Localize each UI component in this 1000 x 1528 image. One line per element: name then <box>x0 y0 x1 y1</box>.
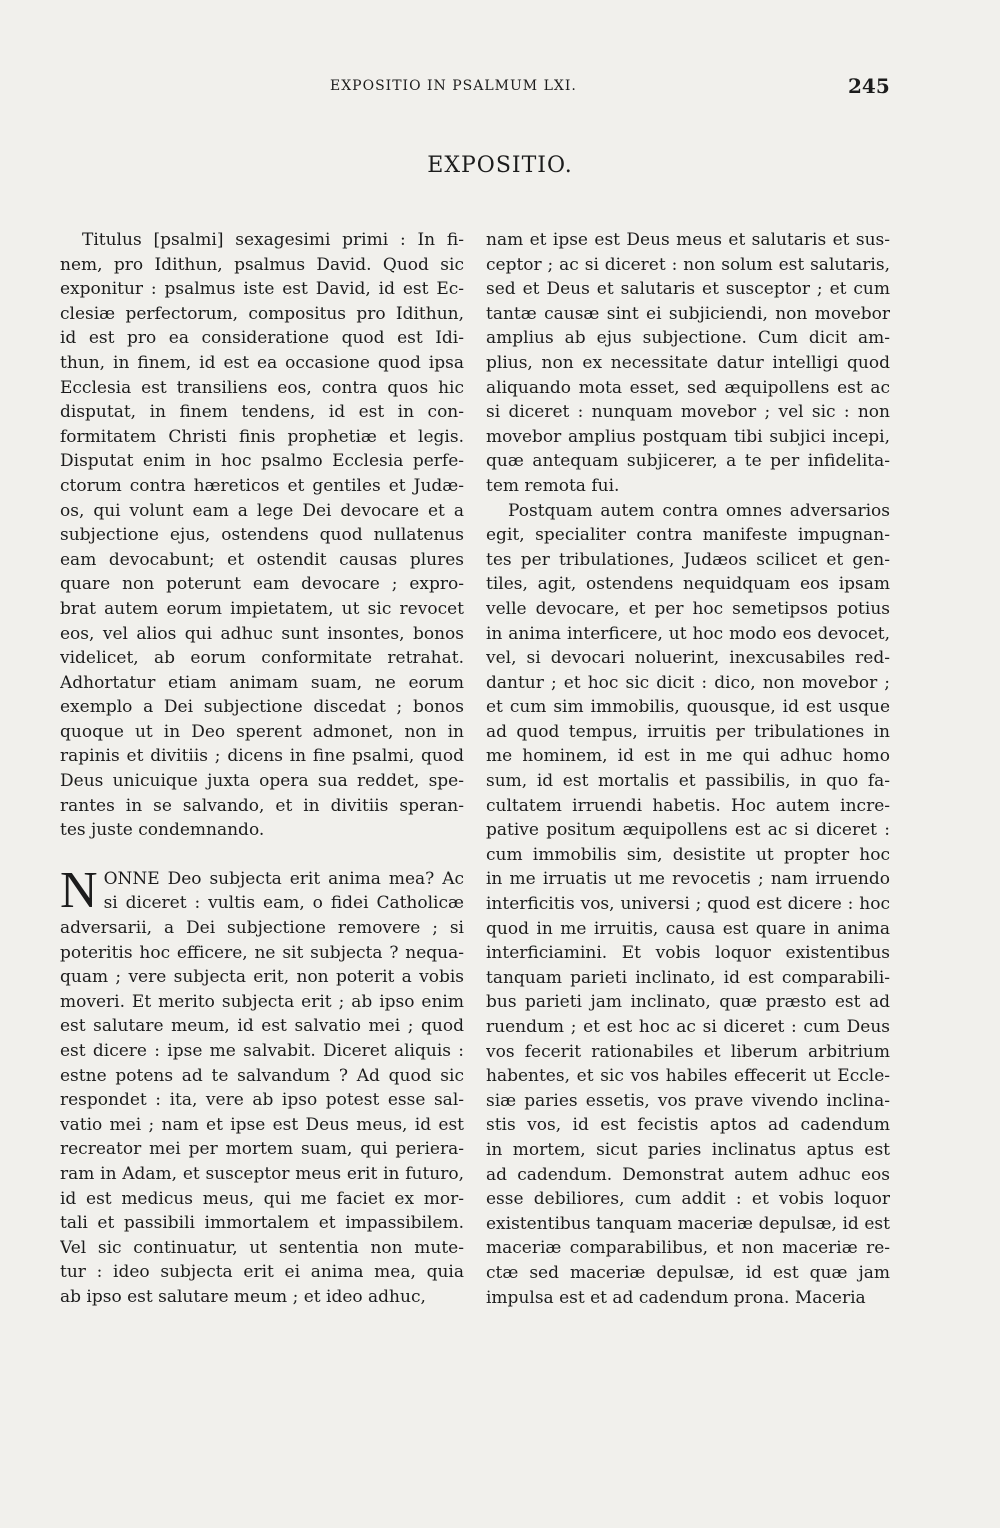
text-line: ctorum contra hæreticos et gentiles et Judæ- <box>60 475 464 496</box>
right-paragraph-nam <box>486 228 890 499</box>
text-line: quam ; vere subjecta erit, non poterit a vobis <box>60 967 464 988</box>
text-line: interficiamini. Et vobis loquor existentibus <box>486 943 890 964</box>
text-line: ceptor ; ac si diceret : non solum est salutaris, <box>486 254 890 275</box>
text-line: tanquam parieti inclinato, id est comparabili- <box>486 967 890 988</box>
left-paragraph-title <box>60 228 464 843</box>
text-line: quoque ut in Deo sperent admonet, non in <box>60 721 464 742</box>
text-line: rapinis et divitiis ; dicens in fine psalmi, quod <box>60 746 464 767</box>
text-line: videlicet, ab eorum conformitate retrahat. <box>60 648 464 669</box>
text-line: si diceret : nunquam movebor ; vel sic : non <box>486 402 890 423</box>
text-line: Titulus [psalmi] sexagesimi primi : In fi- <box>82 230 464 250</box>
left-column <box>60 228 464 1310</box>
text-line: quare non poterunt eam devocare ; expro- <box>60 574 464 595</box>
text-line: tes juste condemnando. <box>60 820 265 841</box>
text-line: nam et ipse est Deus meus et salutaris et sus- <box>486 230 890 250</box>
text-line: aliquando mota esset, sed æquipollens est ac <box>486 377 890 398</box>
text-line: quæ antequam subjicerer, a te per infidelita- <box>486 451 890 472</box>
text-line: impulsa est et ad cadendum prona. Maceria <box>486 1287 866 1308</box>
text-line: habentes, et sic vos habiles effecerit ut Eccle- <box>486 1066 890 1087</box>
text-line: eam devocabunt; et ostendit causas plures <box>60 549 464 570</box>
text-line: in anima interficere, ut hoc modo eos devocet, <box>486 623 890 644</box>
text-line: id est pro ea consideratione quod est Idi- <box>60 328 464 349</box>
text-line: me hominem, id est in me qui adhuc homo <box>486 746 890 767</box>
text-line: thun, in finem, id est ea occasione quod ipsa <box>60 352 464 373</box>
text-line: Disputat enim in hoc psalmo Ecclesia perfe- <box>60 451 464 472</box>
text-line: vatio mei ; nam et ipse est Deus meus, id est <box>60 1114 464 1135</box>
text-line: et cum sim immobilis, quousque, id est usque <box>486 697 890 718</box>
text-line: ONNE Deo subjecta erit anima mea? Ac <box>103 868 464 889</box>
section-title: EXPOSITIO. <box>427 153 573 178</box>
text-line: amplius ab ejus subjectione. Cum dicit am- <box>486 328 890 349</box>
page-number: 245 <box>848 74 890 98</box>
text-line: velle devocare, et per hoc semetipsos potius <box>486 598 890 619</box>
text-line: ab ipso est salutare meum ; et ideo adhuc, <box>60 1286 426 1307</box>
text-line: vel, si devocari noluerint, inexcusabiles red- <box>486 648 890 669</box>
text-line: ad quod tempus, irruitis per tribulationes in <box>486 721 890 742</box>
text-line: recreator mei per mortem suam, qui periera- <box>60 1139 464 1160</box>
running-title: EXPOSITIO IN PSALMUM LXI. <box>330 78 577 94</box>
text-line: pative positum æquipollens est ac si diceret : <box>486 820 890 841</box>
text-line: clesiæ perfectorum, compositus pro Idithun, <box>60 303 464 324</box>
text-line: poteritis hoc efficere, ne sit subjecta ? nequa- <box>60 942 464 963</box>
text-line: stis vos, id est fecistis aptos ad cadendum <box>486 1115 890 1136</box>
text-line: vos fecerit rationabiles et liberum arbitrium <box>486 1041 890 1062</box>
text-line: ctæ sed maceriæ depulsæ, id est quæ jam <box>486 1262 890 1283</box>
text-line: plius, non ex necessitate datur intelligi quod <box>486 352 890 373</box>
right-paragraph-postquam <box>486 499 890 1311</box>
text-line: siæ paries essetis, vos prave vivendo inclina- <box>486 1090 890 1111</box>
text-line: tali et passibili immortalem et impassibilem. <box>60 1213 464 1234</box>
text-line: exemplo a Dei subjectione discedat ; bonos <box>60 697 464 718</box>
text-line: tes per tribulationes, Judæos scilicet et gen- <box>486 549 890 570</box>
text-line: movebor amplius postquam tibi subjici incepi, <box>486 426 890 447</box>
text-line: subjectione ejus, ostendens quod nullatenus <box>60 525 464 546</box>
text-line: est salutare meum, id est salvatio mei ; quod <box>60 1016 464 1037</box>
text-line: respondet : ita, vere ab ipso potest esse sal- <box>60 1090 464 1111</box>
text-line: ruendum ; et est hoc ac si diceret : cum Deus <box>486 1017 890 1037</box>
text-line: rantes in se salvando, et in divitiis speran- <box>60 795 464 816</box>
text-line: moveri. Et merito subjecta erit ; ab ipso enim <box>60 991 464 1012</box>
text-line: exponitur : psalmus iste est David, id est Ec- <box>60 279 464 300</box>
text-line: interficitis vos, universi ; quod est dicere : hoc <box>486 894 890 915</box>
text-line: si diceret : vultis eam, o fidei Catholicæ <box>103 893 464 914</box>
text-line: Ecclesia est transiliens eos, contra quos hic <box>60 377 464 398</box>
text-line: Deus unicuique juxta opera sua reddet, spe- <box>60 771 464 792</box>
text-line: ad cadendum. Demonstrat autem adhuc eos <box>486 1164 890 1185</box>
text-line: tiles, agit, ostendens nequidquam eos ipsam <box>486 574 890 595</box>
text-line: tantæ causæ sint ei subjiciendi, non movebor <box>486 303 890 324</box>
text-line: tem remota fui. <box>486 475 620 496</box>
text-line: existentibus tanquam maceriæ depulsæ, id est <box>486 1213 890 1234</box>
text-line: Adhortatur etiam animam suam, ne eorum <box>60 672 464 693</box>
text-line: egit, specialiter contra manifeste impugnan- <box>486 525 890 546</box>
right-column <box>486 228 890 1310</box>
text-line: tur : ideo subjecta erit ei anima mea, quia <box>60 1262 464 1283</box>
left-paragraph-nonne <box>60 861 464 1310</box>
text-line: in me irruatis ut me revocetis ; nam irruendo <box>486 869 890 890</box>
text-line: dantur ; et hoc sic dicit : dico, non movebor ; <box>486 672 890 693</box>
text-line: adversarii, a Dei subjectione removere ; si <box>60 918 464 939</box>
text-line: estne potens ad te salvandum ? Ad quod sic <box>60 1065 464 1086</box>
text-line: eos, vel alios qui adhuc sunt insontes, bonos <box>60 623 464 644</box>
text-line: brat autem eorum impietatem, ut sic revocet <box>60 598 464 619</box>
text-line: quod in me irruitis, causa est quare in anima <box>486 918 890 939</box>
text-line: ram in Adam, et susceptor meus erit in futuro, <box>60 1163 464 1184</box>
text-line: id est medicus meus, qui me faciet ex mor- <box>60 1188 464 1209</box>
text-line: esse debiliores, cum addit : et vobis loquor <box>486 1189 890 1210</box>
text-line: cum immobilis sim, desistite ut propter hoc <box>486 844 890 865</box>
text-line: formitatem Christi finis prophetiæ et legis. <box>60 426 464 447</box>
text-line: Vel sic continuatur, ut sententia non mute- <box>60 1237 464 1258</box>
text-line: est dicere : ipse me salvabit. Diceret aliquis : <box>60 1041 464 1061</box>
text-line: maceriæ comparabilibus, et non maceriæ re- <box>486 1238 890 1259</box>
text-line: os, qui volunt eam a lege Dei devocare et a <box>60 500 464 521</box>
text-line: Postquam autem contra omnes adversarios <box>508 500 890 521</box>
text-line: sum, id est mortalis et passibilis, in quo fa- <box>486 771 890 792</box>
drop-cap: N <box>60 861 98 919</box>
text-line: bus parieti jam inclinato, quæ præsto est ad <box>486 992 890 1013</box>
running-head <box>0 74 1000 104</box>
text-line: in mortem, sicut paries inclinatus aptus est <box>486 1139 890 1160</box>
text-line: nem, pro Idithun, psalmus David. Quod sic <box>60 254 464 275</box>
text-line: disputat, in finem tendens, id est in con- <box>60 402 464 423</box>
text-line: sed et Deus et salutaris et susceptor ; et cum <box>486 279 890 300</box>
text-line: cultatem irruendi habetis. Hoc autem incre- <box>486 795 890 816</box>
